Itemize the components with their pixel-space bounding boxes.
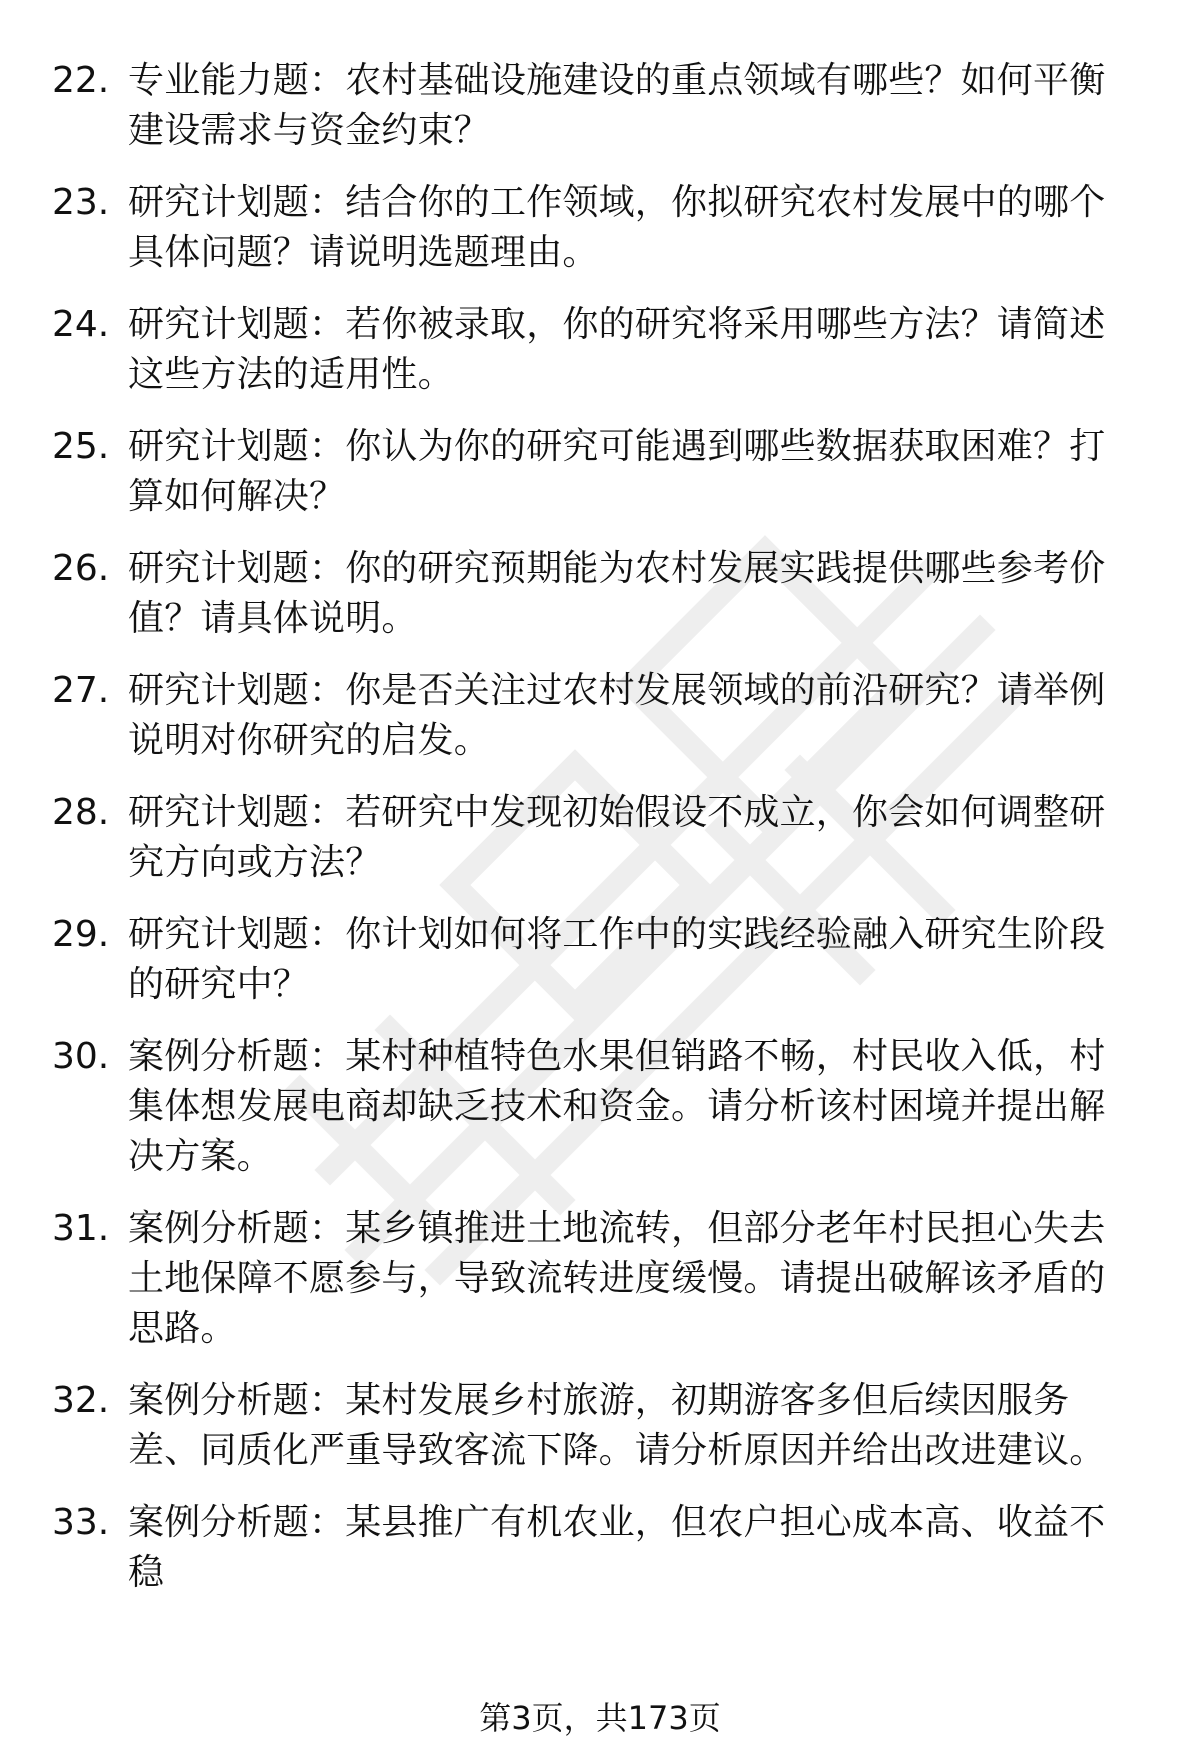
question-item [0,1032,1200,1182]
question-item [0,178,1200,278]
question-item [0,666,1200,766]
question-number: 23. [52,182,110,223]
question-item [0,1498,1200,1598]
question-item [0,1376,1200,1476]
page-footer: 第3页，共173页 [479,1699,721,1737]
question-text: 案例分析题：某县推广有机农业，但农户担心成本高、收益不稳 [128,1502,1106,1593]
question-item [0,56,1200,156]
question-number: 29. [52,914,110,955]
question-number: 30. [52,1036,110,1077]
question-text: 案例分析题：某村种植特色水果但销路不畅，村民收入低，村集体想发展电商却缺乏技术和资金。请分析该村困境并提出解决方案。 [128,1036,1106,1177]
question-number: 33. [52,1502,110,1543]
question-number: 27. [52,670,110,711]
question-text: 案例分析题：某村发展乡村旅游，初期游客多但后续因服务差、同质化严重导致客流下降。请分析原因并给出改进建议。 [128,1380,1106,1471]
question-text: 案例分析题：某乡镇推进土地流转，但部分老年村民担心失去土地保障不愿参与，导致流转进度缓慢。请提出破解该矛盾的思路。 [128,1208,1106,1349]
question-number: 26. [52,548,110,589]
question-text: 研究计划题：你的研究预期能为农村发展实践提供哪些参考价值？请具体说明。 [128,548,1106,639]
question-list [0,56,1200,1620]
question-text: 研究计划题：结合你的工作领域，你拟研究农村发展中的哪个具体问题？请说明选题理由。 [128,182,1106,273]
question-text: 研究计划题：你认为你的研究可能遇到哪些数据获取困难？打算如何解决？ [128,426,1106,517]
question-number: 28. [52,792,110,833]
question-item [0,910,1200,1010]
question-text: 研究计划题：若你被录取，你的研究将采用哪些方法？请简述这些方法的适用性。 [128,304,1106,395]
question-item [0,300,1200,400]
question-text: 研究计划题：你是否关注过农村发展领域的前沿研究？请举例说明对你研究的启发。 [128,670,1106,761]
question-text: 研究计划题：若研究中发现初始假设不成立，你会如何调整研究方向或方法？ [128,792,1106,883]
question-item [0,422,1200,522]
question-number: 32. [52,1380,110,1421]
question-number: 25. [52,426,110,467]
question-number: 31. [52,1208,110,1249]
question-number: 24. [52,304,110,345]
question-text: 研究计划题：你计划如何将工作中的实践经验融入研究生阶段的研究中？ [128,914,1106,1005]
question-item [0,544,1200,644]
question-text: 专业能力题：农村基础设施建设的重点领域有哪些？如何平衡建设需求与资金约束？ [128,60,1106,151]
question-number: 22. [52,60,110,101]
question-item [0,788,1200,888]
question-item [0,1204,1200,1354]
